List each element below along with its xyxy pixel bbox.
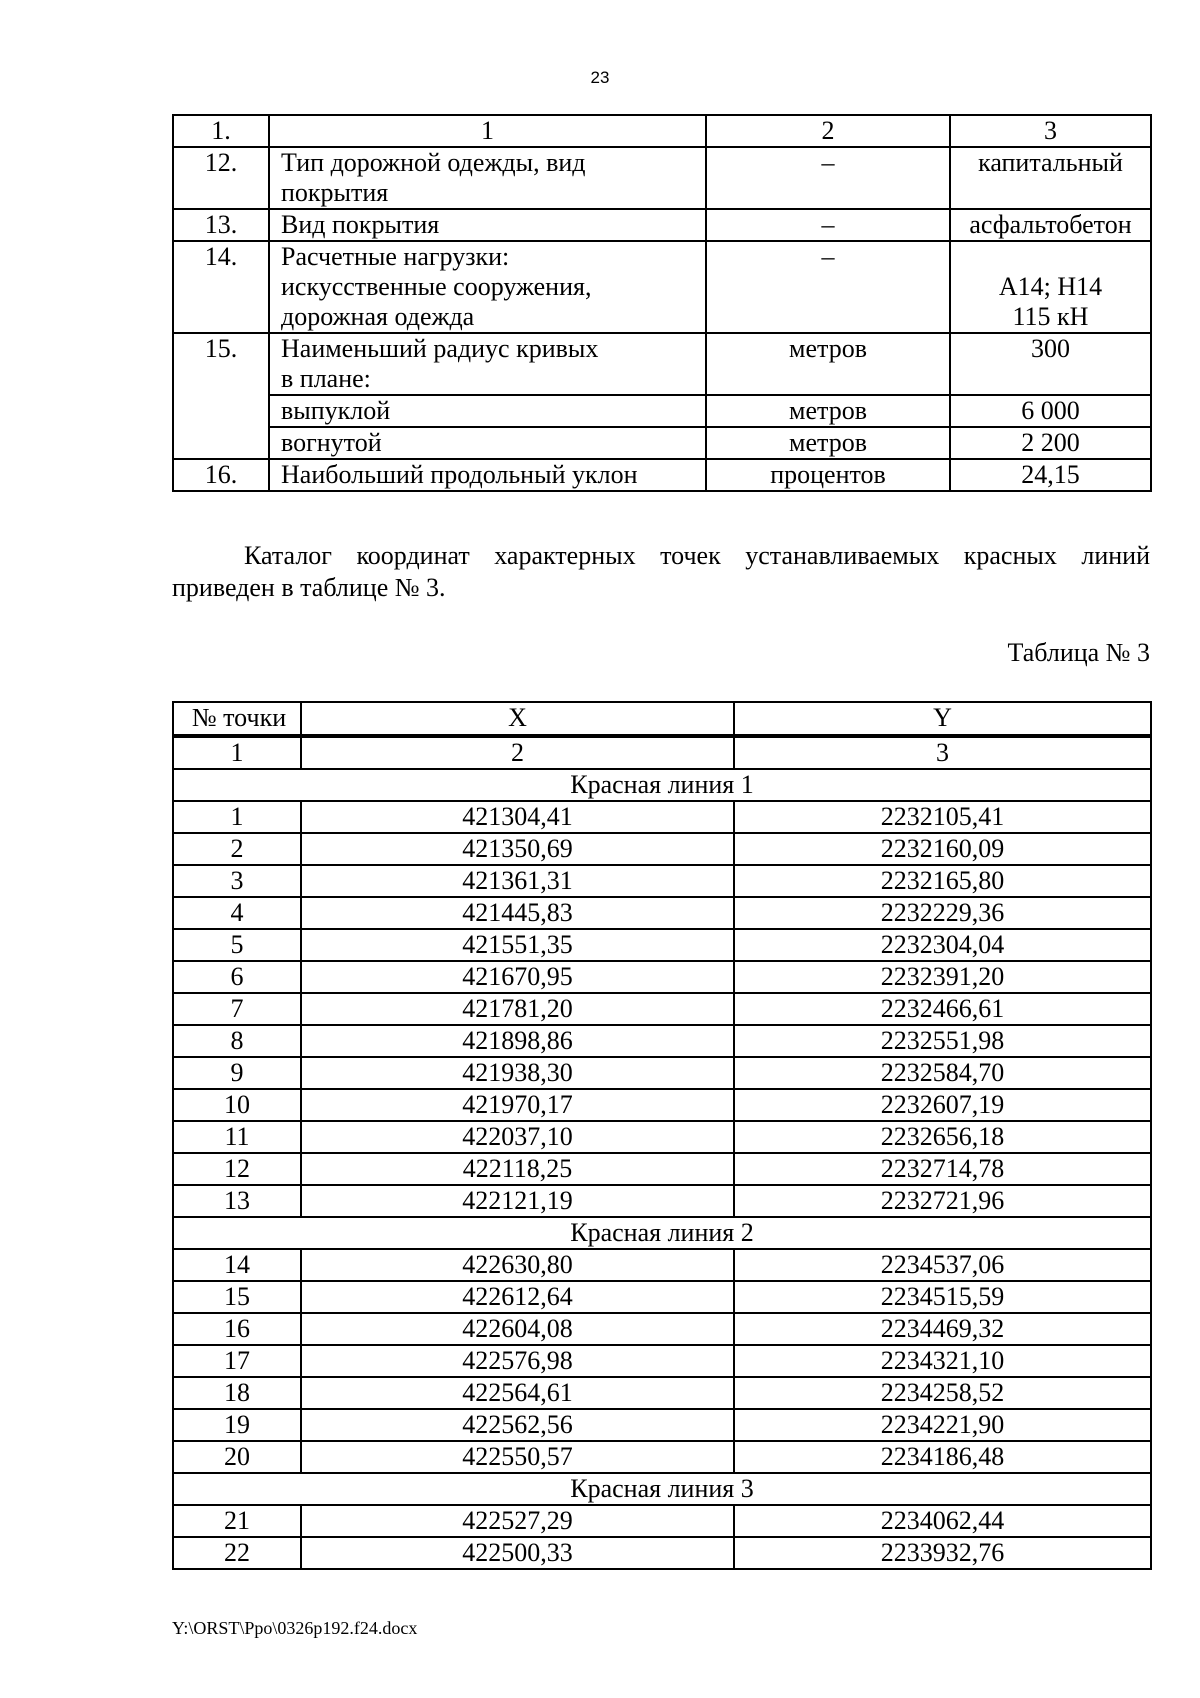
point-number-cell: 2: [173, 833, 301, 865]
point-number-cell: 10: [173, 1089, 301, 1121]
value-cell: 6 000: [950, 395, 1151, 427]
point-number-cell: 4: [173, 897, 301, 929]
x-coordinate-cell: 421970,17: [301, 1089, 734, 1121]
y-coordinate-cell: 2232714,78: [734, 1153, 1151, 1185]
y-coordinate-cell: 2234537,06: [734, 1249, 1151, 1281]
unit-cell: –: [706, 241, 950, 333]
y-coordinate-cell: 2234258,52: [734, 1377, 1151, 1409]
row-number-cell: [173, 395, 269, 427]
x-coordinate-cell: 422121,19: [301, 1185, 734, 1217]
y-coordinate-cell: 2232160,09: [734, 833, 1151, 865]
unit-cell: –: [706, 147, 950, 209]
value-line: А14; Н14: [998, 272, 1103, 301]
table-row: [173, 1281, 1151, 1313]
table-row: [173, 333, 1151, 395]
parameter-name-line: в плане:: [281, 364, 371, 393]
x-coordinate-cell: 422604,08: [301, 1313, 734, 1345]
parameter-name-line: искусственные сооружения,: [281, 272, 592, 301]
point-number-cell: 19: [173, 1409, 301, 1441]
column-number-cell: 1: [269, 115, 706, 147]
parameter-name-cell: [269, 241, 706, 333]
table-row: [173, 1409, 1151, 1441]
table-row: [173, 833, 1151, 865]
column-header-y: Y: [734, 702, 1151, 735]
group-title-row: [173, 1473, 1151, 1505]
table-row: [173, 459, 1151, 491]
table-row: [173, 801, 1151, 833]
point-number-cell: 1: [173, 801, 301, 833]
parameter-name-line: Наименьший радиус кривых: [281, 334, 599, 363]
table-row: [173, 1537, 1151, 1569]
x-coordinate-cell: 422550,57: [301, 1441, 734, 1473]
point-number-cell: 11: [173, 1121, 301, 1153]
column-number-cell: 2: [301, 737, 734, 769]
table-row: [173, 865, 1151, 897]
x-coordinate-cell: 421304,41: [301, 801, 734, 833]
table-header-row: [173, 115, 1151, 147]
y-coordinate-cell: 2234221,90: [734, 1409, 1151, 1441]
parameter-name-cell: Вид покрытия: [269, 209, 706, 241]
parameter-name-line: дорожная одежда: [281, 302, 475, 331]
value-cell: асфальтобетон: [950, 209, 1151, 241]
page-number: 23: [590, 68, 610, 87]
parameter-name-cell: Наибольший продольный уклон: [269, 459, 706, 491]
y-coordinate-cell: 2234469,32: [734, 1313, 1151, 1345]
table-row: [173, 1121, 1151, 1153]
y-coordinate-cell: 2232105,41: [734, 801, 1151, 833]
value-cell: 2 200: [950, 427, 1151, 459]
y-coordinate-cell: 2232466,61: [734, 993, 1151, 1025]
table-row: [173, 427, 1151, 459]
table-header-row: [173, 702, 1151, 735]
table-row: [173, 1025, 1151, 1057]
table-row: [173, 1377, 1151, 1409]
y-coordinate-cell: 2232551,98: [734, 1025, 1151, 1057]
table-row: [173, 1249, 1151, 1281]
y-coordinate-cell: 2232721,96: [734, 1185, 1151, 1217]
table-row: [173, 1057, 1151, 1089]
value-line: [951, 242, 1150, 272]
table-row: [173, 1185, 1151, 1217]
coordinates-table: [172, 701, 1152, 1570]
column-number-row: [173, 737, 1151, 769]
y-coordinate-cell: 2232607,19: [734, 1089, 1151, 1121]
x-coordinate-cell: 421670,95: [301, 961, 734, 993]
x-coordinate-cell: 422500,33: [301, 1537, 734, 1569]
x-coordinate-cell: 422037,10: [301, 1121, 734, 1153]
row-number-cell: 14.: [173, 241, 269, 333]
y-coordinate-cell: 2232229,36: [734, 897, 1151, 929]
y-coordinate-cell: 2234515,59: [734, 1281, 1151, 1313]
y-coordinate-cell: 2234321,10: [734, 1345, 1151, 1377]
red-line-group-title: Красная линия 1: [173, 769, 1151, 801]
parameter-name-cell: [269, 147, 706, 209]
x-coordinate-cell: 422118,25: [301, 1153, 734, 1185]
y-coordinate-cell: 2234186,48: [734, 1441, 1151, 1473]
x-coordinate-cell: 422562,56: [301, 1409, 734, 1441]
catalog-paragraph: Каталог координат характерных точек устанавливаемых красных линий приведен в таблице № 3.: [172, 541, 1150, 602]
x-coordinate-cell: 422564,61: [301, 1377, 734, 1409]
y-coordinate-cell: 2232304,04: [734, 929, 1151, 961]
point-number-cell: 12: [173, 1153, 301, 1185]
red-line-group-title: Красная линия 3: [173, 1473, 1151, 1505]
x-coordinate-cell: 421938,30: [301, 1057, 734, 1089]
value-cell: капитальный: [950, 147, 1151, 209]
table-caption: Таблица № 3: [1007, 638, 1150, 667]
table-row: [173, 1089, 1151, 1121]
point-number-cell: 14: [173, 1249, 301, 1281]
road-parameters-table: [172, 114, 1152, 492]
y-coordinate-cell: 2234062,44: [734, 1505, 1151, 1537]
point-number-cell: 3: [173, 865, 301, 897]
unit-cell: –: [706, 209, 950, 241]
parameter-name-cell: вогнутой: [269, 427, 706, 459]
y-coordinate-cell: 2232165,80: [734, 865, 1151, 897]
table-row: [173, 209, 1151, 241]
parameter-name-line: покрытия: [281, 178, 389, 207]
table-row: [173, 929, 1151, 961]
table-row: [173, 1313, 1151, 1345]
y-coordinate-cell: 2232656,18: [734, 1121, 1151, 1153]
point-number-cell: 13: [173, 1185, 301, 1217]
row-number-cell: [173, 427, 269, 459]
x-coordinate-cell: 422630,80: [301, 1249, 734, 1281]
x-coordinate-cell: 421361,31: [301, 865, 734, 897]
column-header-x: X: [301, 702, 734, 735]
column-number-cell: 2: [706, 115, 950, 147]
column-number-cell: 3: [950, 115, 1151, 147]
row-number-cell: 15.: [173, 333, 269, 395]
point-number-cell: 16: [173, 1313, 301, 1345]
unit-cell: процентов: [706, 459, 950, 491]
point-number-cell: 7: [173, 993, 301, 1025]
x-coordinate-cell: 421781,20: [301, 993, 734, 1025]
point-number-cell: 15: [173, 1281, 301, 1313]
column-number-cell: 1.: [173, 115, 269, 147]
table-row: [173, 1441, 1151, 1473]
group-title-row: [173, 769, 1151, 801]
y-coordinate-cell: 2232391,20: [734, 961, 1151, 993]
point-number-cell: 18: [173, 1377, 301, 1409]
y-coordinate-cell: 2232584,70: [734, 1057, 1151, 1089]
row-number-cell: 16.: [173, 459, 269, 491]
column-number-cell: 1: [173, 737, 301, 769]
point-number-cell: 9: [173, 1057, 301, 1089]
point-number-cell: 5: [173, 929, 301, 961]
unit-cell: метров: [706, 333, 950, 395]
file-path-footer: Y:\ORST\Ppo\0326p192.f24.docx: [172, 1618, 418, 1638]
row-number-cell: 13.: [173, 209, 269, 241]
y-coordinate-cell: 2233932,76: [734, 1537, 1151, 1569]
point-number-cell: 6: [173, 961, 301, 993]
point-number-cell: 20: [173, 1441, 301, 1473]
table-row: [173, 961, 1151, 993]
point-number-cell: 8: [173, 1025, 301, 1057]
point-number-cell: 22: [173, 1537, 301, 1569]
x-coordinate-cell: 421445,83: [301, 897, 734, 929]
parameter-name-line: Тип дорожной одежды, вид: [281, 148, 586, 177]
value-cell: [950, 241, 1151, 333]
parameter-name-line: Расчетные нагрузки:: [281, 242, 510, 271]
x-coordinate-cell: 421551,35: [301, 929, 734, 961]
table-row: [173, 897, 1151, 929]
x-coordinate-cell: 421350,69: [301, 833, 734, 865]
table-row: [173, 993, 1151, 1025]
table-row: [173, 395, 1151, 427]
table-row: [173, 1345, 1151, 1377]
group-title-row: [173, 1217, 1151, 1249]
point-number-cell: 21: [173, 1505, 301, 1537]
red-line-group-title: Красная линия 2: [173, 1217, 1151, 1249]
point-number-cell: 17: [173, 1345, 301, 1377]
column-number-cell: 3: [734, 737, 1151, 769]
x-coordinate-cell: 422612,64: [301, 1281, 734, 1313]
unit-cell: метров: [706, 427, 950, 459]
table-row: [173, 1153, 1151, 1185]
parameter-name-cell: выпуклой: [269, 395, 706, 427]
row-number-cell: 12.: [173, 147, 269, 209]
value-cell: 300: [950, 333, 1151, 395]
table-row: [173, 241, 1151, 333]
column-header-point-number: № точки: [173, 702, 301, 735]
value-line: 115 кН: [1012, 302, 1089, 331]
table-row: [173, 147, 1151, 209]
parameter-name-cell: [269, 333, 706, 395]
x-coordinate-cell: 422527,29: [301, 1505, 734, 1537]
unit-cell: метров: [706, 395, 950, 427]
x-coordinate-cell: 421898,86: [301, 1025, 734, 1057]
table-row: [173, 1505, 1151, 1537]
value-cell: 24,15: [950, 459, 1151, 491]
x-coordinate-cell: 422576,98: [301, 1345, 734, 1377]
